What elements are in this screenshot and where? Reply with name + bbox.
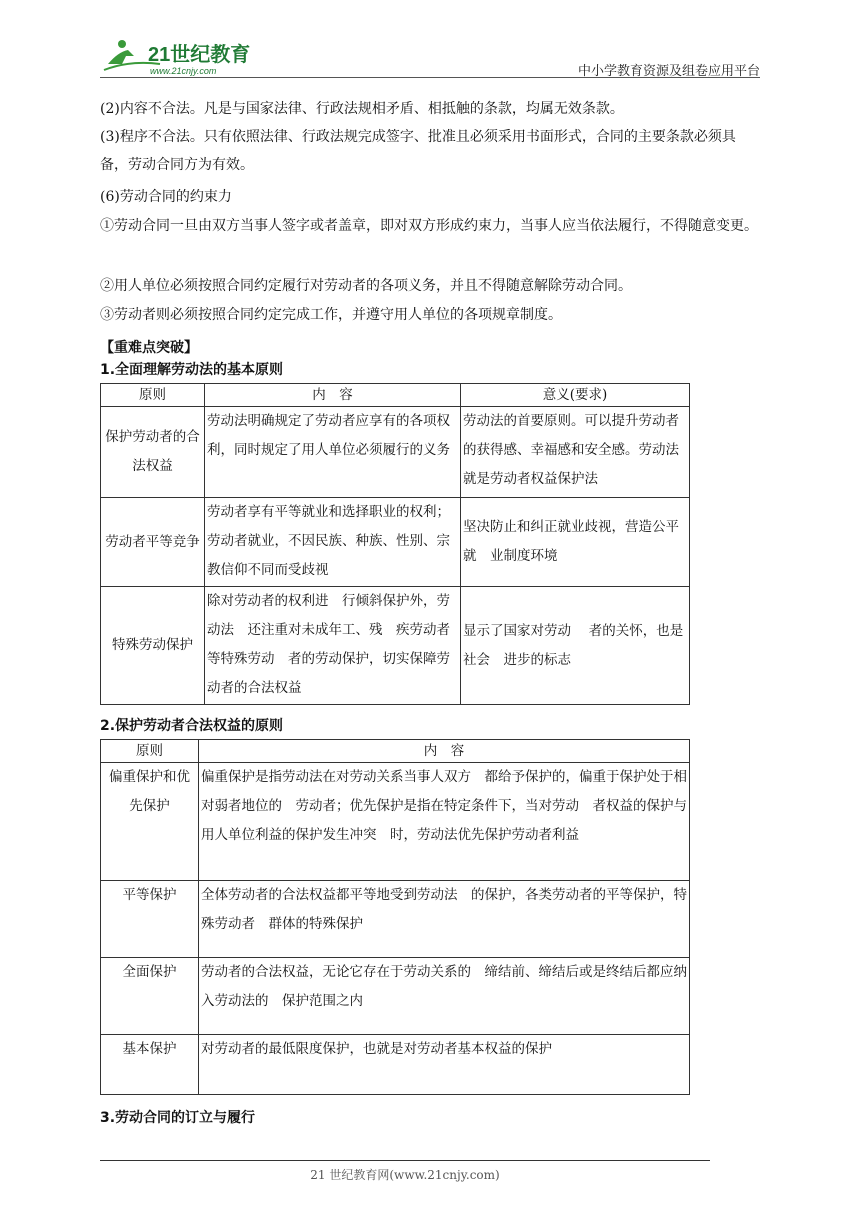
table-row [101,1035,690,1095]
table-row [101,881,690,958]
paragraph-invalid-procedure: (3)程序不合法。只有依照法律、行政法规完成签字、批准且必须采用书面形式，合同的主要条款必须具备，劳动合同方为有效。 [100,129,736,173]
section-title-2: 2.保护劳动者合法权益的原则 [100,718,284,734]
content-cell: 劳动者享有平等就业和选择职业的权利；劳动者就业，不因民族、种族、性别、宗教信仰不同而受歧视 [205,498,461,587]
table-header-cell: 原则 [101,740,199,763]
meaning-cell: 劳动法的首要原则。可以提升劳动者的获得感、幸福感和安全感。劳动法就是劳动者权益保护法 [461,407,690,498]
content-cell: 全体劳动者的合法权益都平等地受到劳动法 的保护，各类劳动者的平等保护，特殊劳动者 群体的特殊保护 [199,881,690,958]
page-header [100,34,760,78]
content-cell: 劳动者的合法权益，无论它存在于劳动关系的 缔结前、缔结后或是终结后都应纳入劳动法的 保护范围之内 [199,958,690,1035]
meaning-cell: 坚决防止和纠正就业歧视，营造公平就 业制度环境 [461,498,690,587]
content-cell: 除对劳动者的权利进 行倾斜保护外，劳动法 还注重对未成年工、残 疾劳动者等特殊劳动 者的劳动保护，切实保障劳动者的合法权益 [205,587,461,705]
principle-cell: 保护劳动者的合法权益 [101,407,205,498]
table-header-cell: 内 容 [205,384,461,407]
principles-table [100,383,690,705]
table-row [101,958,690,1035]
table-header-row [101,740,690,763]
footer-divider [100,1160,710,1161]
content-cell: 对劳动者的最低限度保护，也就是对劳动者基本权益的保护 [199,1035,690,1095]
content-cell: 劳动法明确规定了劳动者应享有的各项权 利，同时规定了用人单位必须履行的义务 [205,407,461,498]
table-row [101,407,690,498]
table-row [101,498,690,587]
paragraph-binding-force-1: ①劳动合同一旦由双方当事人签字或者盖章，即对双方形成约束力，当事人应当依法履行，不得随意变更。 [100,218,758,234]
principle-cell: 全面保护 [101,958,199,1035]
logo-21cnjy [100,34,270,78]
section-title-3: 3.劳动合同的订立与履行 [100,1110,256,1126]
table-row [101,587,690,705]
section-title-1: 1.全面理解劳动法的基本原则 [100,362,284,378]
logo-url: www.21cnjy.com [150,66,217,76]
paragraph-binding-force-2: ②用人单位必须按照合同约定履行对劳动者的各项义务，并且不得随意解除劳动合同。 [100,278,632,294]
table-row [101,763,690,881]
protection-table [100,739,690,1095]
page-footer: 21 世纪教育网(www.21cnjy.com) [310,1168,500,1182]
paragraph-binding-force-title: (6)劳动合同的约束力 [100,189,232,205]
table-header-cell: 意义(要求) [461,384,690,407]
content-cell: 偏重保护是指劳动法在对劳动关系当事人双方 都给予保护的，偏重于保护处于相对弱者地位的 劳动者；优先保护是指在特定条件下，当对劳动 者权益的保护与用人单位利益的保护发生冲突 时，劳动法优先保护劳动者利益 [199,763,690,881]
principle-cell: 特殊劳动保护 [101,587,205,705]
principle-cell: 偏重保护和优先保护 [101,763,199,881]
logo-text: 21世纪教育 [148,44,251,66]
table-header-cell: 内 容 [199,740,690,763]
principle-cell: 平等保护 [101,881,199,958]
meaning-cell: 显示了国家对劳动 者的关怀，也是社会 进步的标志 [461,587,690,705]
table-header-cell: 原则 [101,384,205,407]
paragraph-invalid-content: (2)内容不合法。凡是与国家法律、行政法规相矛盾、相抵触的条款，均属无效条款。 [100,101,624,117]
principle-cell: 基本保护 [101,1035,199,1095]
table-header-row [101,384,690,407]
principle-cell: 劳动者平等竞争 [101,498,205,587]
section-breakthrough: 【重难点突破】 [100,340,198,356]
header-divider [100,77,760,78]
paragraph-binding-force-3: ③劳动者则必须按照合同约定完成工作，并遵守用人单位的各项规章制度。 [100,307,562,323]
platform-name: 中小学教育资源及组卷应用平台 [577,64,760,79]
